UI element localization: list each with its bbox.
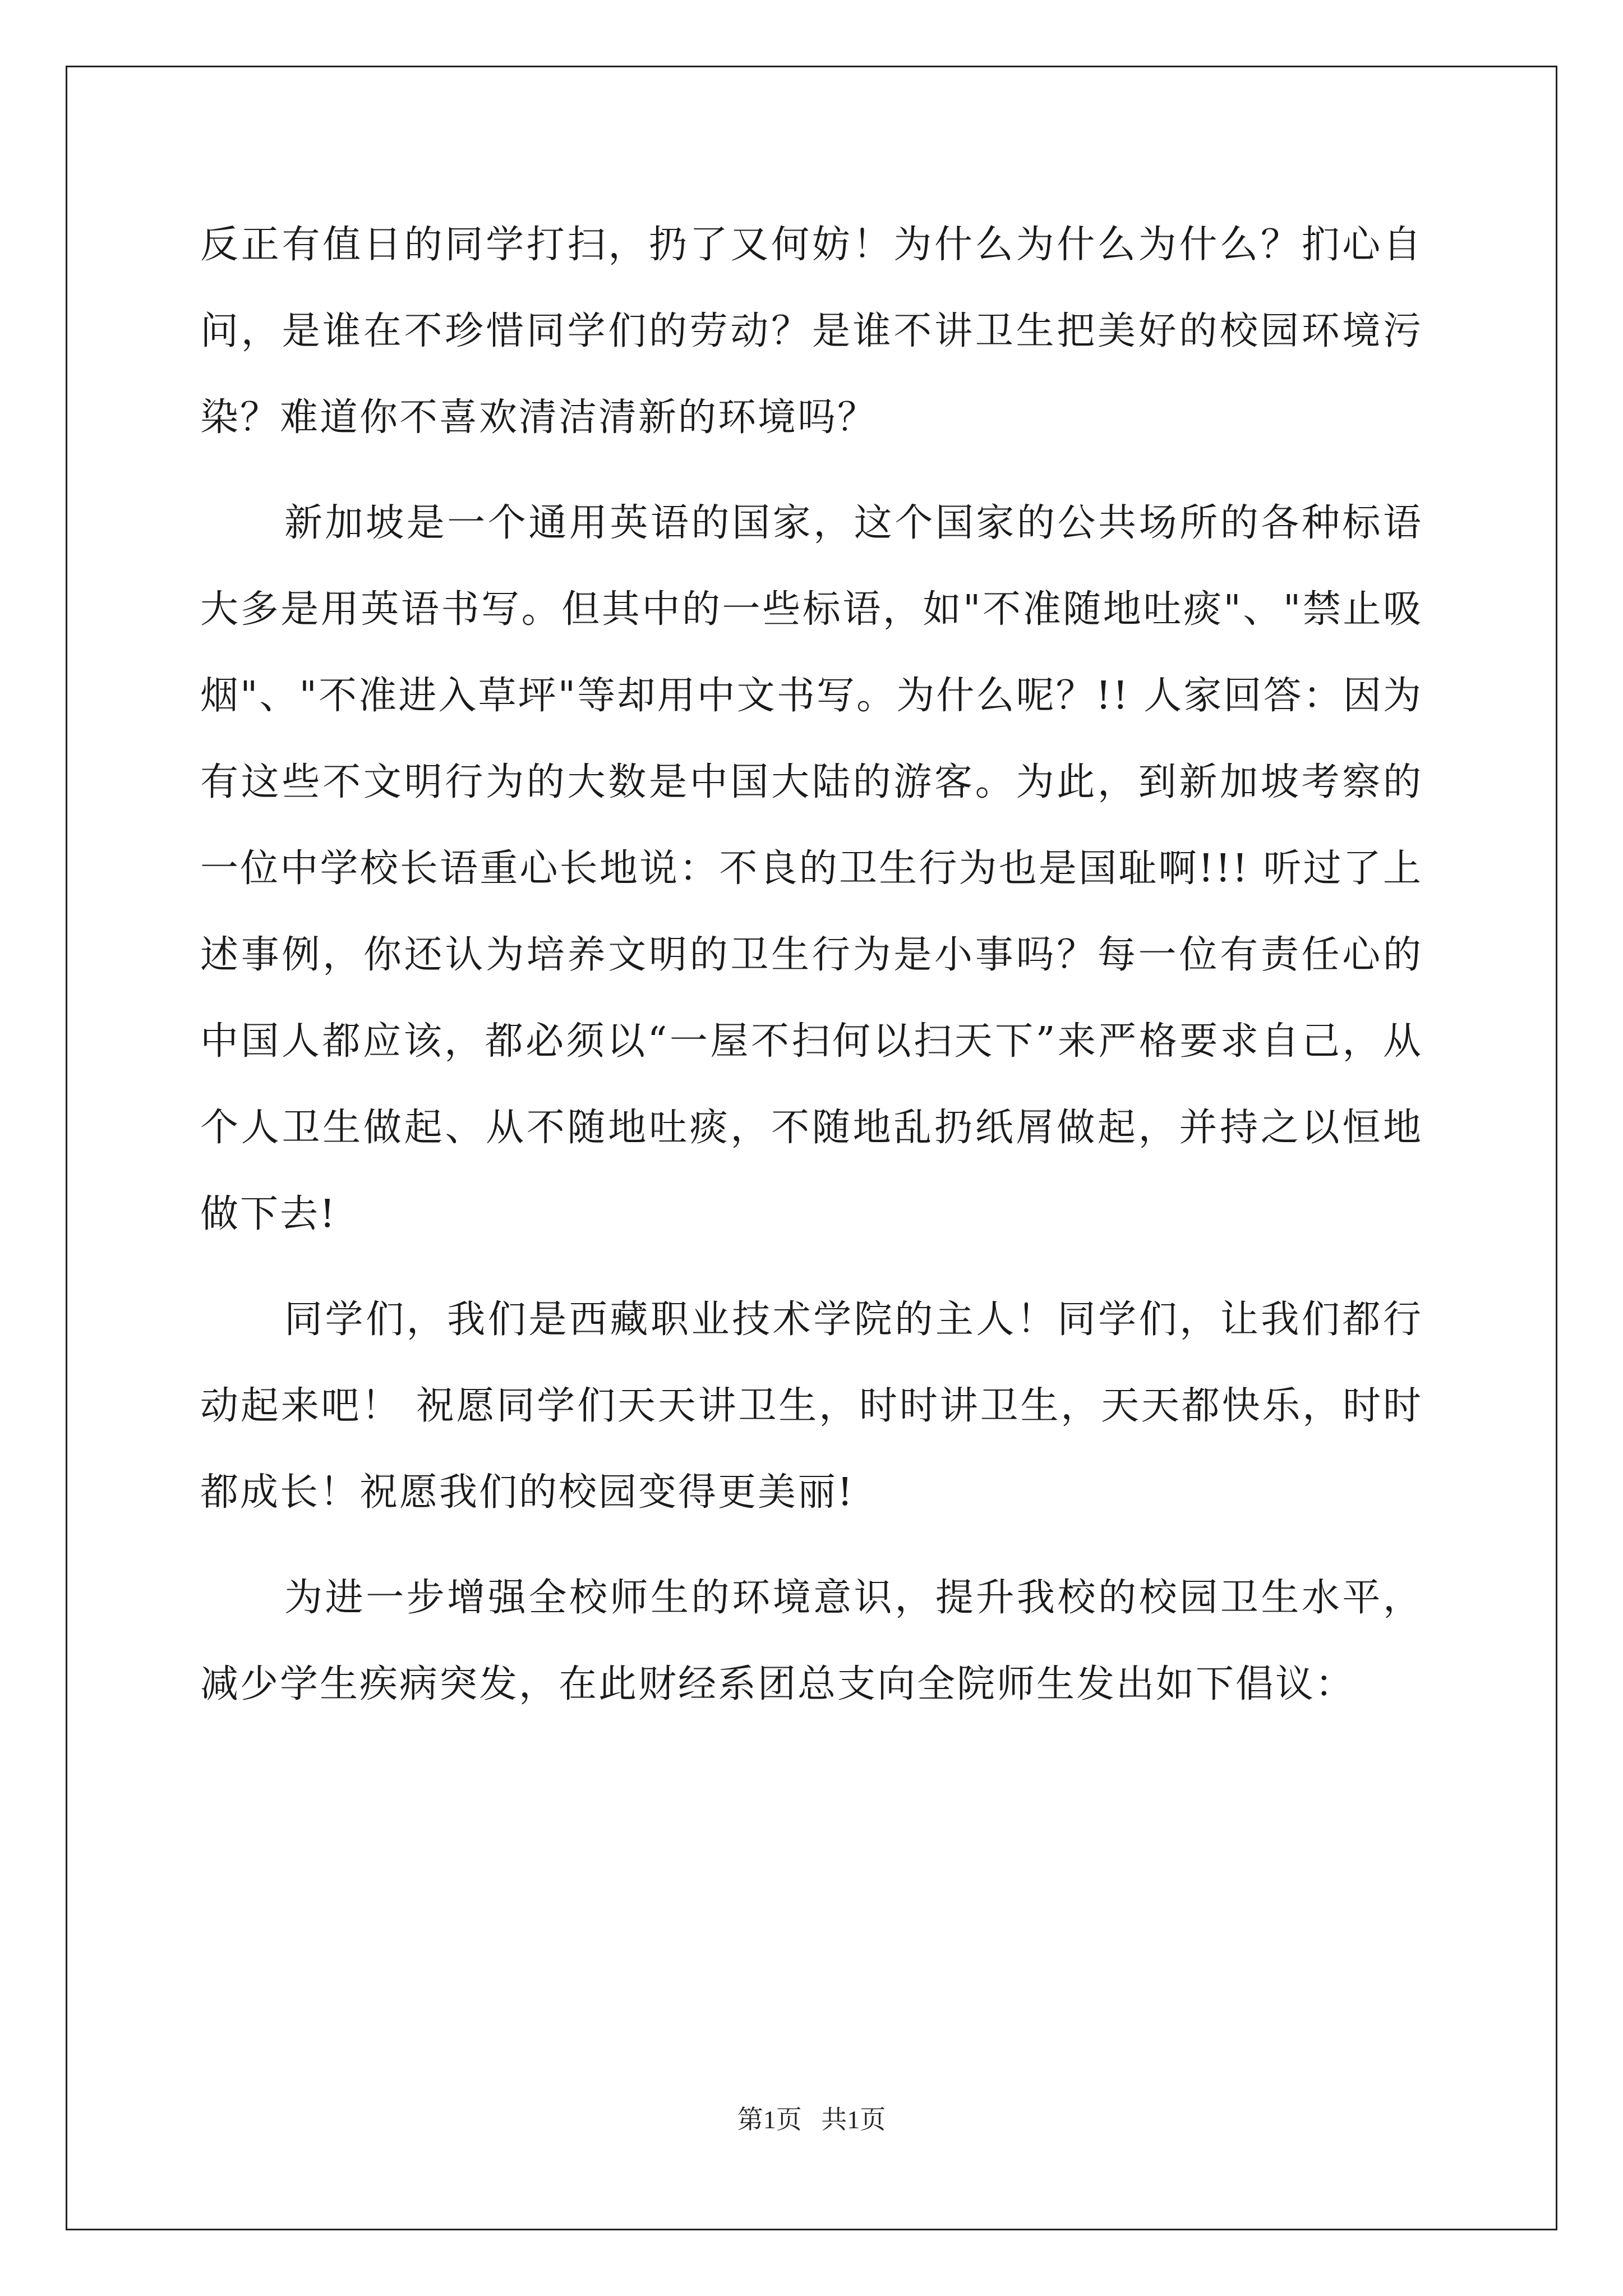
paragraph-2: 新加坡是一个通用英语的国家，这个国家的公共场所的各种标语大多是用英语书写。但其中的一些标语，如"不准随地吐痰"、"禁止吸烟"、"不准进入草坪"等却用中文书写。为什么呢？!! 人家回答：因为有这些不文明行为的大数是中国大陆的游客。为此，到新加坡考察的一位中学校长语重心长地说：不良的卫生行为也是国耻啊!!! 听过了上述事例，你还认为培养文明的卫生行为是小事吗？每一位有责任心的中国人都应该，都必须以“一屋不扫何以扫天下”来严格要求自己，从个人卫生做起、从不随地吐痰，不随地乱扔纸屑做起，并持之以恒地做下去!: [200, 501, 1423, 1236]
document-body: [200, 202, 1423, 1728]
paragraph-4: 为进一步增强全校师生的环境意识，提升我校的校园卫生水平，减少学生疾病突发，在此财经系团总支向全院师生发出如下倡议：: [200, 1576, 1423, 1706]
paragraph-3: 同学们，我们是西藏职业技术学院的主人！同学们，让我们都行动起来吧！ 祝愿同学们天天讲卫生，时时讲卫生，天天都快乐，时时都成长！祝愿我们的校园变得更美丽!: [200, 1297, 1423, 1515]
paragraph-1: 反正有值日的同学打扫，扔了又何妨！为什么为什么为什么？扪心自问，是谁在不珍惜同学们的劳动？是谁不讲卫生把美好的校园环境污染？难道你不喜欢清洁清新的环境吗？: [200, 223, 1423, 440]
page-footer: 第1页 共1页: [737, 2105, 886, 2134]
